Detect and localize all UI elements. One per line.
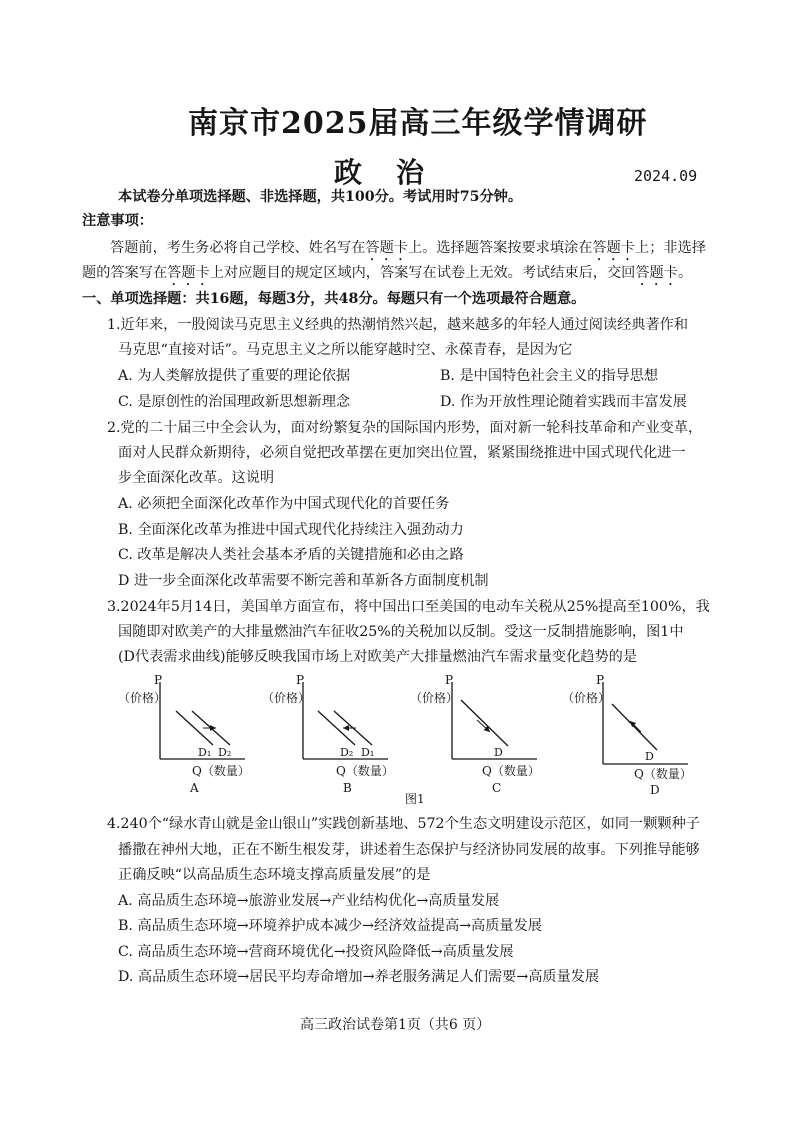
panel-c-letter: C <box>492 781 502 795</box>
panel-d-y-label: （价格） <box>562 691 611 705</box>
panel-a-curve-label: D₂ <box>218 746 232 759</box>
section-heading: 一、单项选择题：共16题，每题3分，共48分。每题只有一个选项最符合题意。 <box>82 291 586 307</box>
q1-option-d: D. 作为开放性理论随着实践而丰富发展 <box>440 394 687 410</box>
panel-d-curve-label: D <box>645 750 654 763</box>
panel-b-curve-label: D₁ <box>361 746 375 759</box>
q4-option-c: C. 高品质生态环境→营商环境优化→投资风险降低→高质量发展 <box>118 944 514 960</box>
q1-stem-line: 1.近年来，一股阅读马克思主义经典的热潮悄然兴起，越来越多的年轻人通过阅读经典著作和 <box>107 317 689 333</box>
q4-stem-line: 播撒在神州大地，正在不断生根发芽，讲述着生态保护与经济协同发展的故事。下列推导能够 <box>118 842 700 858</box>
q3-stem-line: (D代表需求曲线)能够反映我国市场上对欧美产大排量燃油汽车需求量变化趋势的是 <box>118 649 638 665</box>
q4-stem-line: 4.240个“绿水青山就是金山银山”实践创新基地、572个生态文明建设示范区，如同一颗颗种子 <box>107 816 700 832</box>
panel-a-y-label: （价格） <box>118 691 167 705</box>
notice-seg: 上对应题目的规定区域内，答案写在试卷上无效。考试结束后，交回 <box>209 265 636 281</box>
notice-seg: 上；非选择 <box>635 240 706 256</box>
q2-option-d: D 进一步全面深化改革需要不断完善和革新各方面制度机制 <box>118 573 489 589</box>
panel-d-y-axis: P <box>596 673 605 687</box>
q2-option-c: C. 改革是解决人类社会基本矛盾的关键措施和必由之路 <box>118 547 464 563</box>
panel-d-letter: D <box>650 783 660 797</box>
figure-caption: 图1 <box>405 792 425 806</box>
notice-seg: 上。选择题答案按要求填涂在 <box>407 240 593 256</box>
notice-seg-emphasis: 答题卡 <box>365 240 408 256</box>
exam-date: 2024.09 <box>634 167 698 185</box>
notice-seg-emphasis: 答题卡 <box>167 265 210 281</box>
panel-b-y-axis: P <box>296 673 305 687</box>
figure-panel-c <box>410 673 540 795</box>
q2-stem-line: 步全面深化改革。这说明 <box>118 470 275 486</box>
panel-a-x-label: Q（数量） <box>192 764 250 778</box>
panel-b-curve-label: D₂ <box>340 746 354 759</box>
panel-c-curve-label: D <box>494 746 503 759</box>
exam-title: 南京市2025届高三年级学情调研 <box>188 106 648 141</box>
panel-a-curve-label: D₁ <box>198 746 212 759</box>
notice-line-1 <box>110 238 706 264</box>
page-footer: 高三政治试卷第1页（共6 页） <box>300 1017 491 1033</box>
panel-a-y-axis: P <box>154 673 163 687</box>
q2-stem-line: 2.党的二十届三中全会认为，面对纷繁复杂的国际国内形势，面对新一轮科技革命和产业变革， <box>107 420 703 436</box>
q2-option-a: A. 必须把全面深化改革作为中国式现代化的首要任务 <box>118 496 450 512</box>
q4-option-b: B. 高品质生态环境→环境养护成本减少→经济效益提高→高质量发展 <box>118 918 542 934</box>
notice-heading: 注意事项： <box>82 213 153 229</box>
notice-line-2 <box>82 263 692 289</box>
panel-c-y-axis: P <box>445 673 454 687</box>
q1-option-c: C. 是原创性的治国理政新思想新理念 <box>118 394 351 410</box>
figure-panel-d <box>562 673 692 797</box>
q4-option-d: D. 高品质生态环境→居民平均寿命增加→养老服务满足人们需要→高质量发展 <box>118 969 600 985</box>
notice-seg: 答题前，考生务必将自己学校、姓名写在 <box>110 240 366 256</box>
q1-option-a: A. 为人类解放提供了重要的理论依据 <box>118 368 351 384</box>
q4-option-a: A. 高品质生态环境→旅游业发展→产业结构优化→高质量发展 <box>118 893 500 909</box>
q2-stem-line: 面对人民群众新期待，必须自觉把改革摆在更加突出位置，紧紧围绕推进中国式现代化进一 <box>118 445 686 461</box>
q2-option-b: B. 全面深化改革为推进中国式现代化持续注入强劲动力 <box>118 522 464 538</box>
exam-info: 本试卷分单项选择题、非选择题，共100分。考试用时75分钟。 <box>118 189 523 205</box>
panel-d-x-label: Q（数量） <box>634 767 692 781</box>
figure-panel-b <box>262 673 394 795</box>
notice-seg: 题的答案写在 <box>82 265 168 281</box>
notice-seg-emphasis: 答题卡 <box>592 240 635 256</box>
panel-b-letter: B <box>343 781 352 795</box>
subject-title: 政治 <box>334 156 459 189</box>
panel-d-movement-arrow <box>630 721 641 732</box>
panel-a-letter: A <box>190 781 199 795</box>
panel-c-demand-curve <box>461 700 508 746</box>
panel-c-y-label: （价格） <box>410 691 459 705</box>
panel-b-y-label: （价格） <box>262 691 311 705</box>
figure-1 <box>0 668 794 810</box>
q4-stem-line: 正确反映“以高品质生态环境支撑高质量发展”的是 <box>118 867 431 883</box>
panel-c-x-label: Q（数量） <box>482 764 540 778</box>
panel-d-demand-curve <box>612 704 657 750</box>
panel-b-x-label: Q（数量） <box>336 764 394 778</box>
notice-seg: 。 <box>677 265 693 281</box>
q3-stem-line: 国随即对欧美产的大排量燃油汽车征收25%的关税加以反制。受这一反制措施影响，图1中 <box>118 624 684 640</box>
q1-stem-line: 马克思“直接对话”。马克思主义之所以能穿越时空、永葆青春，是因为它 <box>118 342 573 358</box>
q3-stem-line: 3.2024年5月14日，美国单方面宣布，将中国出口至美国的电动车关税从25%提高至100%，我 <box>107 599 710 615</box>
figure-panel-a <box>118 673 250 795</box>
notice-seg-emphasis: 答题卡 <box>635 265 678 281</box>
q1-option-b: B. 是中国特色社会主义的指导思想 <box>440 368 659 384</box>
